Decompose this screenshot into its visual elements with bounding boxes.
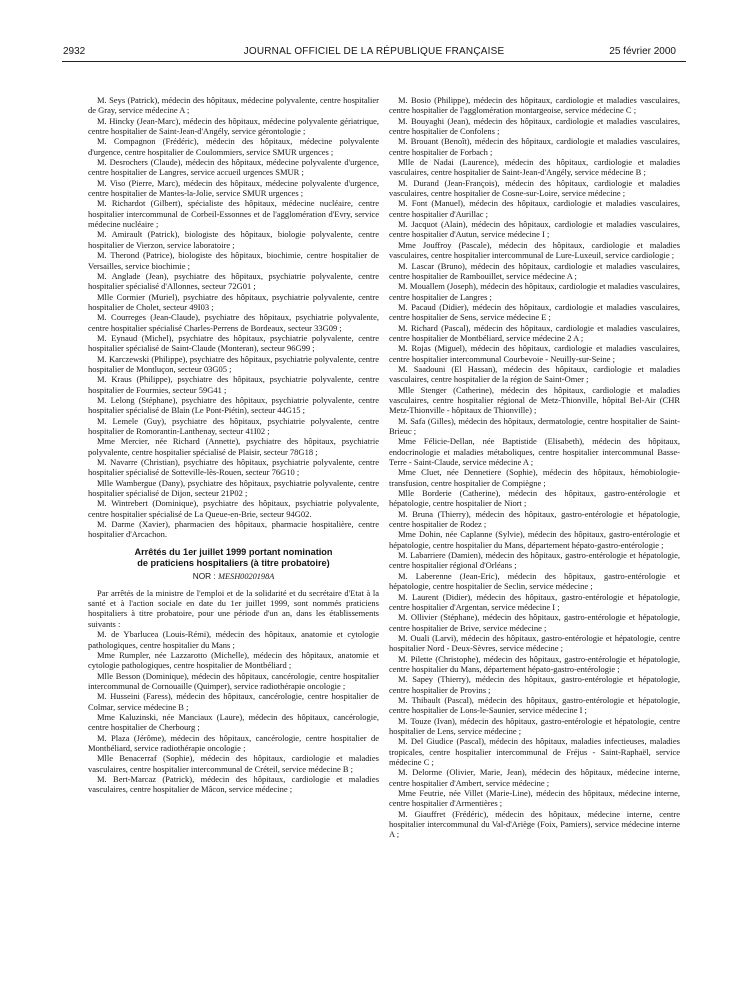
right-entries xyxy=(389,95,680,840)
appointment-entry: M. Labarriere (Damien), médecin des hôpitaux, gastro-entérologie et hépatologie, centre hospitalier régional d'Orléans ; xyxy=(389,550,680,571)
appointment-entry: Mlle Benacerraf (Sophie), médecin des hôpitaux, cardiologie et maladies vasculaires, centre hospitalier intercommunal de Créteil, service médecine B ; xyxy=(88,753,379,774)
nor-label: NOR : xyxy=(192,570,219,581)
section-heading-line1: Arrêtés du 1er juillet 1999 portant nomination xyxy=(134,546,333,557)
appointment-entry: M. Delorme (Olivier, Marie, Jean), médecin des hôpitaux, médecine interne, centre hospitalier d'Ambert, service médecine ; xyxy=(389,767,680,788)
appointment-entry: M. Lemele (Guy), psychiatre des hôpitaux, psychiatrie polyvalente, centre hospitalier de Romorantin-Lanthenay, secteur 41I02 ; xyxy=(88,415,379,436)
appointment-entry: M. Touze (Ivan), médecin des hôpitaux, gastro-entérologie et hépatologie, centre hospitalier de Lens, service médecine ; xyxy=(389,715,680,736)
appointment-entry: Mlle Besson (Dominique), médecin des hôpitaux, cancérologie, centre hospitalier intercommunal de Cornouaille (Quimper), service radiothérapie oncologie ; xyxy=(88,670,379,691)
appointment-entry: M. Anglade (Jean), psychiatre des hôpitaux, psychiatrie polyvalente, centre hospitalier spécialisé d'Allonnes, secteur 72G01 ; xyxy=(88,270,379,292)
decree-intro: Par arrêtés de la ministre de l'emploi et de la solidarité et du secrétaire d'Etat à la santé et à l'action sociale en date du 1er juillet 1999, sont nommés praticiens hospitaliers à titre probatoire, pour une période d'un an, dans les établissements suivants : xyxy=(88,587,379,629)
appointment-entry: M. Safa (Gilles), médecin des hôpitaux, dermatologie, centre hospitalier de Saint-Brieuc ; xyxy=(389,415,680,436)
appointment-entry: M. Husseini (Faress), médecin des hôpitaux, cancérologie, centre hospitalier de Colmar, service médecine B ; xyxy=(88,691,379,712)
appointment-entry: M. Jacquot (Alain), médecin des hôpitaux, cardiologie et maladies vasculaires, centre hospitalier d'Autun, service médecine I ; xyxy=(389,219,680,240)
appointment-entry: M. Pilette (Christophe), médecin des hôpitaux, gastro-entérologie et hépatologie, centre hospitalier du Mans, département hépato-gastro-entérologie ; xyxy=(389,653,680,674)
header-rule xyxy=(62,61,686,62)
appointment-entry: Mme Mercier, née Richard (Annette), psychiatre des hôpitaux, psychiatrie polyvalente, centre hospitalier spécialisé de Plaisir, secteur 78G18 ; xyxy=(88,436,379,457)
appointment-entry: Mme Kaluzinski, née Manciaux (Laure), médecin des hôpitaux, cancérologie, centre hospitalier de Cherbourg ; xyxy=(88,711,379,733)
appointment-entry: M. Richard (Pascal), médecin des hôpitaux, cardiologie et maladies vasculaires, centre hospitalier de Montbéliard, service médecine 2 A ; xyxy=(389,322,680,343)
appointment-entry: M. Ouali (Larvi), médecin des hôpitaux, gastro-entérologie et hépatologie, centre hospitalier Nord - Deux-Sèvres, service médecine ; xyxy=(389,632,680,654)
appointment-entry: M. Navarre (Christian), psychiatre des hôpitaux, psychiatrie polyvalente, centre hospitalier spécialisé de Sotteville-lès-Rouen, secteur 76G10 ; xyxy=(88,457,379,478)
appointment-entry: M. Durand (Jean-François), médecin des hôpitaux, cardiologie et maladies vasculaires, centre hospitalier de Cosne-sur-Loire, service médecine ; xyxy=(389,177,680,199)
appointment-entry: M. Pacaud (Didier), médecin des hôpitaux, cardiologie et maladies vasculaires, centre hospitalier de Sens, service médecine E ; xyxy=(389,301,680,323)
appointment-entry: M. Courreges (Jean-Claude), psychiatre des hôpitaux, psychiatrie polyvalente, centre hospitalier spécialisé Charles-Perrens de Bordeaux, secteur 33G09 ; xyxy=(88,312,379,333)
appointment-entry: M. Bert-Marcaz (Patrick), médecin des hôpitaux, cardiologie et maladies vasculaires, centre hospitalier de Mâcon, service médecine ; xyxy=(88,773,379,795)
appointment-entry: M. Karczewski (Philippe), psychiatre des hôpitaux, psychiatrie polyvalente, centre hospitalier de Montluçon, secteur 03G05 ; xyxy=(88,353,379,374)
section-heading-line2: de praticiens hospitaliers (à titre probatoire) xyxy=(137,557,330,568)
appointment-entry: M. Laberenne (Jean-Eric), médecin des hôpitaux, gastro-entérologie et hépatologie, centre hospitalier de Seclin, service médecine ; xyxy=(389,570,680,592)
appointment-entry: Mlle de Nadai (Laurence), médecin des hôpitaux, cardiologie et maladies vasculaires, centre hospitalier de Saint-Jean-d'Angély, service médecine B ; xyxy=(389,157,680,178)
appointment-entry: M. Eynaud (Michel), psychiatre des hôpitaux, psychiatrie polyvalente, centre hospitalier spécialisé de Saint-Claude (Monteran), secteur 96G99 ; xyxy=(88,332,379,354)
appointment-entry: M. Bruna (Thierry), médecin des hôpitaux, gastro-entérologie et hépatologie, centre hospitalier de Rodez ; xyxy=(389,508,680,530)
appointment-entry: M. Font (Manuel), médecin des hôpitaux, cardiologie et maladies vasculaires, centre hospitalier d'Aurillac ; xyxy=(389,198,680,219)
appointment-entry: M. Lascar (Bruno), médecin des hôpitaux, cardiologie et maladies vasculaires, centre hospitalier de Rambouillet, service médecine A ; xyxy=(389,260,680,281)
appointment-entry: M. Desrochers (Claude), médecin des hôpitaux, médecine polyvalente d'urgence, centre hospitalier de Langres, service accueil urgences SMUR ; xyxy=(88,157,379,178)
appointment-entry: Mme Dohin, née Caplanne (Sylvie), médecin des hôpitaux, gastro-entérologie et hépatologie, centre hospitalier du Mans, département hépato-gastro-entérologie ; xyxy=(389,529,680,550)
appointment-entry: M. Thibault (Pascal), médecin des hôpitaux, gastro-entérologie et hépatologie, centre hospitalier de Lons-le-Saunier, service médecine I ; xyxy=(389,694,680,716)
appointment-entry: M. Compagnon (Frédéric), médecin des hôpitaux, médecine polyvalente d'urgence, centre hospitalier de Coulommiers, service SMUR urgences ; xyxy=(88,136,379,157)
nor-code: MESH0020198A xyxy=(218,571,275,581)
appointment-entry: M. Viso (Pierre, Marc), médecin des hôpitaux, médecine polyvalente d'urgence, centre hospitalier de Mantes-la-Jolie, service SMUR urgences ; xyxy=(88,177,379,199)
issue-date: 25 février 2000 xyxy=(609,46,676,57)
section-heading xyxy=(88,547,379,582)
appointment-entry: M. Brouant (Benoît), médecin des hôpitaux, cardiologie et maladies vasculaires, centre hospitalier de Forbach ; xyxy=(389,136,680,157)
appointment-entry: M. Kraus (Philippe), psychiatre des hôpitaux, psychiatrie polyvalente, centre hospitalier de Fourmies, secteur 59G41 ; xyxy=(88,374,379,395)
appointment-entry: M. Hincky (Jean-Marc), médecin des hôpitaux, médecine polyvalente gériatrique, centre hospitalier de Saint-Jean-d'Angély, service gérontologie ; xyxy=(88,115,379,137)
appointment-entry: M. Seys (Patrick), médecin des hôpitaux, médecine polyvalente, centre hospitalier de Gray, service médecine A ; xyxy=(88,95,379,116)
appointment-entry: Mme Félicie-Dellan, née Baptistide (Elisabeth), médecin des hôpitaux, endocrinologie et maladies métaboliques, centre hospitalier intercommunal Basse-Terre - Saint-Claude, service médecine A ; xyxy=(389,436,680,468)
appointment-entry: M. Wintrebert (Dominique), psychiatre des hôpitaux, psychiatrie polyvalente, centre hospitalier spécialisé de La Queue-en-Brie, secteur 94G02. xyxy=(88,498,379,519)
appointment-entry: Mlle Borderie (Catherine), médecin des hôpitaux, gastro-entérologie et hépatologie, centre hospitalier de Niort ; xyxy=(389,488,680,509)
appointment-entry: M. Mouallem (Joseph), médecin des hôpitaux, cardiologie et maladies vasculaires, centre hospitalier de Langres ; xyxy=(389,281,680,302)
appointment-entry: M. Laurent (Didier), médecin des hôpitaux, gastro-entérologie et hépatologie, centre hospitalier d'Argentan, service médecine I ; xyxy=(389,591,680,612)
appointment-entry: Mme Feutrie, née Villet (Marie-Line), médecin des hôpitaux, médecine interne, centre hospitalier d'Armentières ; xyxy=(389,788,680,809)
appointment-entry: M. Giauffret (Frédéric), médecin des hôpitaux, médecine interne, centre hospitalier intercommunal du Val-d'Ariège (Foix, Pamiers), service médecine interne A ; xyxy=(389,808,680,840)
appointment-entry: Mlle Cormier (Muriel), psychiatre des hôpitaux, psychiatrie polyvalente, centre hospitalier de Cholet, secteur 49I03 ; xyxy=(88,291,379,312)
appointment-entry: M. Plaza (Jérôme), médecin des hôpitaux, cancérologie, centre hospitalier de Montbéliard, service radiothérapie oncologie ; xyxy=(88,732,379,753)
appointment-entry: Mlle Wambergue (Dany), psychiatre des hôpitaux, psychiatrie polyvalente, centre hospitalier spécialisé de Dijon, secteur 21P02 ; xyxy=(88,477,379,499)
appointment-entry: M. Rojas (Miguel), médecin des hôpitaux, cardiologie et maladies vasculaires, centre hospitalier intercommunal Courbevoie - Neuilly-sur-Seine ; xyxy=(389,343,680,364)
entries-after-heading xyxy=(88,629,379,795)
journal-title: JOURNAL OFFICIEL DE LA RÉPUBLIQUE FRANÇAISE xyxy=(243,46,505,57)
page-number: 2932 xyxy=(63,46,86,57)
right-column xyxy=(389,95,680,975)
appointment-entry: Mme Rumpler, née Lazzarotto (Michelle), médecin des hôpitaux, anatomie et cytologie pathologiques, centre hospitalier de Montbéliard ; xyxy=(88,649,379,671)
appointment-entry: M. Bouyaghi (Jean), médecin des hôpitaux, cardiologie et maladies vasculaires, centre hospitalier de Confolens ; xyxy=(389,115,680,137)
appointment-entry: Mme Jouffroy (Pascale), médecin des hôpitaux, cardiologie et maladies vasculaires, centre hospitalier intercommunal de Lure-Luxeuil, service cardiologie ; xyxy=(389,239,680,261)
entries-before-heading xyxy=(88,95,379,540)
appointment-entry: Mme Cluet, née Dennetiere (Sophie), médecin des hôpitaux, hémobiologie-transfusion, centre hospitalier de Compiègne ; xyxy=(389,467,680,488)
appointment-entry: M. Therond (Patrice), biologiste des hôpitaux, biochimie, centre hospitalier de Versailles, service biochimie ; xyxy=(88,250,379,271)
appointment-entry: M. Saadouni (El Hassan), médecin des hôpitaux, cardiologie et maladies vasculaires, centre hospitalier de la région de Saint-Omer ; xyxy=(389,363,680,385)
appointment-entry: M. Darme (Xavier), pharmacien des hôpitaux, pharmacie hospitalière, centre hospitalier d'Arcachon. xyxy=(88,519,379,540)
appointment-entry: M. Sapey (Thierry), médecin des hôpitaux, gastro-entérologie et hépatologie, centre hospitalier de Provins ; xyxy=(389,674,680,695)
appointment-entry: Mlle Stenger (Catherine), médecin des hôpitaux, cardiologie et maladies vasculaires, centre hospitalier régional de Metz-Thionville, hôpital Bel-Air (CHR Metz-Thionville - hôpitaux de Thionville) ; xyxy=(389,384,680,416)
appointment-entry: M. Lelong (Stéphane), psychiatre des hôpitaux, psychiatrie polyvalente, centre hospitalier spécialisé de Blain (Le Pont-Piétin), secteur 44G15 ; xyxy=(88,394,379,416)
appointment-entry: M. Ollivier (Stéphane), médecin des hôpitaux, gastro-entérologie et hépatologie, centre hospitalier de Brive, service médecine ; xyxy=(389,612,680,633)
appointment-entry: M. Amirault (Patrick), biologiste des hôpitaux, biologie polyvalente, centre hospitalier de Vierzon, service laboratoire ; xyxy=(88,229,379,250)
nor-reference xyxy=(88,571,379,582)
appointment-entry: M. de Ybarlucea (Louis-Rémi), médecin des hôpitaux, anatomie et cytologie pathologiques, centre hospitalier du Mans ; xyxy=(88,629,379,650)
appointment-entry: M. Bosio (Philippe), médecin des hôpitaux, cardiologie et maladies vasculaires, centre hospitalier de l'agglomération montargeoise, service médecine C ; xyxy=(389,95,680,116)
left-column xyxy=(88,95,379,975)
appointment-entry: M. Richardot (Gilbert), spécialiste des hôpitaux, médecine nucléaire, centre hospitalier intercommunal de Corbeil-Essonnes et de l'agglomération d'Evry, service médecine nucléaire ; xyxy=(88,198,379,230)
appointment-entry: M. Del Giudice (Pascal), médecin des hôpitaux, maladies infectieuses, maladies tropicales, centre hospitalier intercommunal de Fréjus - Saint-Raphaël, service médecine C ; xyxy=(389,736,680,767)
